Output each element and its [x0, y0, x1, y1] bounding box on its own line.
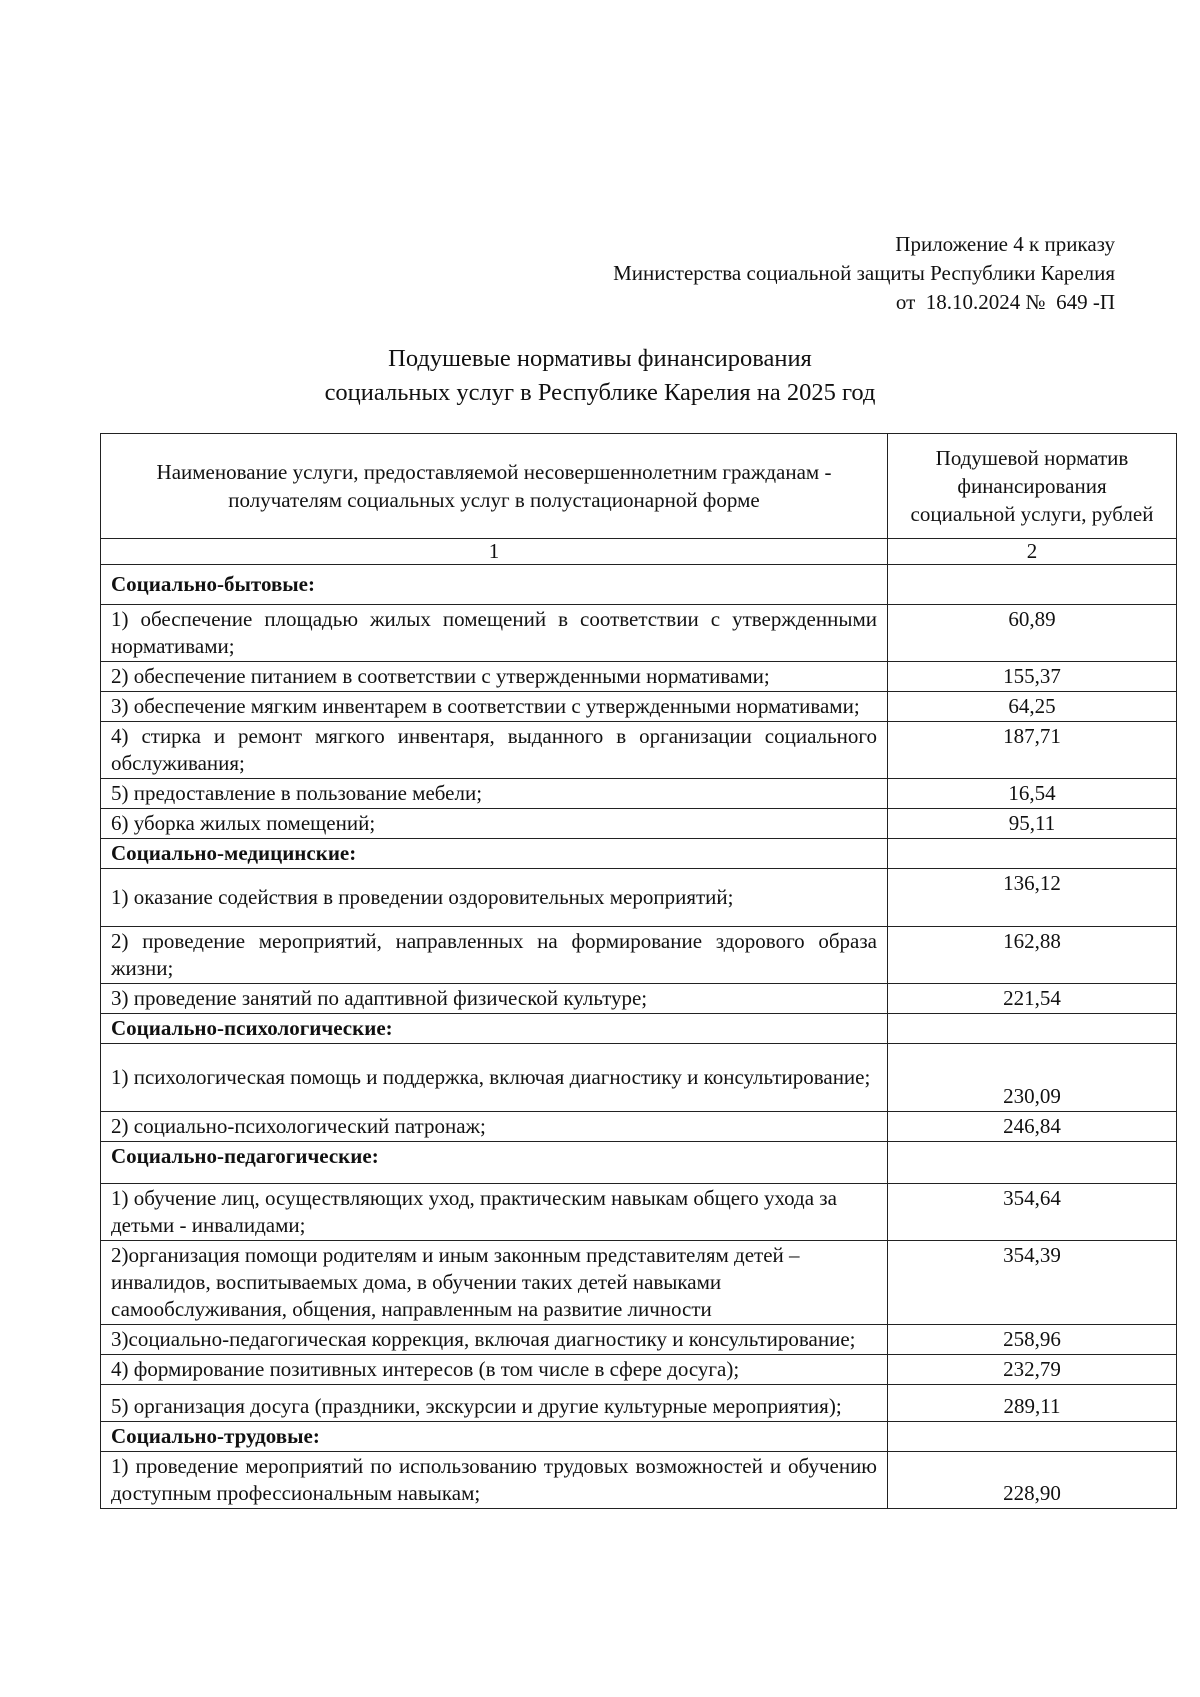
section-header-row: [101, 1422, 1177, 1452]
service-value: 155,37: [888, 662, 1177, 692]
service-value: 95,11: [888, 809, 1177, 839]
table-row: [101, 662, 1177, 692]
service-name: 3) проведение занятий по адаптивной физической культуре;: [101, 984, 888, 1014]
service-name: 1) оказание содействия в проведении оздоровительных мероприятий;: [101, 869, 888, 927]
table-row: [101, 692, 1177, 722]
table-row: [101, 1241, 1177, 1325]
table-row: [101, 605, 1177, 662]
column-number-row: [101, 539, 1177, 565]
service-name: 1) проведение мероприятий по использованию трудовых возможностей и обучению доступным профессиональным навыкам;: [101, 1452, 888, 1509]
section-header-row: [101, 565, 1177, 605]
table-row: [101, 809, 1177, 839]
table-row: [101, 1044, 1177, 1112]
service-name: 5) организация досуга (праздники, экскурсии и другие культурные мероприятия);: [101, 1385, 888, 1422]
title-line-2: социальных услуг в Республике Карелия на 2025 год: [324, 379, 876, 406]
service-value: 354,64: [888, 1184, 1177, 1241]
service-name: 2)организация помощи родителям и иным законным представителям детей – инвалидов, воспитываемых дома, в обучении таких детей навыками самообслуживания, общения, направленным на развитие личности: [101, 1241, 888, 1325]
service-name: 4) стирка и ремонт мягкого инвентаря, выданного в организации социального обслуживания;: [101, 722, 888, 779]
service-name: 4) формирование позитивных интересов (в том числе в сфере досуга);: [101, 1355, 888, 1385]
service-value: 187,71: [888, 722, 1177, 779]
table-row: [101, 869, 1177, 927]
header-norm-value: Подушевой норматив финансирования социальной услуги, рублей: [888, 434, 1177, 539]
section-header-row: [101, 1014, 1177, 1044]
table-row: [101, 1112, 1177, 1142]
service-value: 60,89: [888, 605, 1177, 662]
section-title: Социально-бытовые:: [101, 565, 888, 605]
service-value: 354,39: [888, 1241, 1177, 1325]
service-name: 2) обеспечение питанием в соответствии с утвержденными нормативами;: [101, 662, 888, 692]
table-row: [101, 1355, 1177, 1385]
table-row: [101, 1452, 1177, 1509]
column-number-1: 1: [101, 539, 888, 565]
service-value: 230,09: [888, 1044, 1177, 1112]
service-value: 162,88: [888, 927, 1177, 984]
service-name: 3)социально-педагогическая коррекция, включая диагностику и консультирование;: [101, 1325, 888, 1355]
service-name: 5) предоставление в пользование мебели;: [101, 779, 888, 809]
service-name: 2) проведение мероприятий, направленных на формирование здорового образа жизни;: [101, 927, 888, 984]
service-name: 3) обеспечение мягким инвентарем в соответствии с утвержденными нормативами;: [101, 692, 888, 722]
service-name: 1) обучение лиц, осуществляющих уход, практическим навыкам общего ухода за детьми - инвалидами;: [101, 1184, 888, 1241]
service-name: 2) социально-психологический патронаж;: [101, 1112, 888, 1142]
service-value: 136,12: [888, 869, 1177, 927]
section-title: Социально-медицинские:: [101, 839, 888, 869]
service-value: 64,25: [888, 692, 1177, 722]
table-row: [101, 927, 1177, 984]
appendix-header: [500, 230, 1115, 317]
service-name: 1) психологическая помощь и поддержка, включая диагностику и консультирование;: [101, 1044, 888, 1112]
appendix-line-3: от 18.10.2024 № 649 -П: [895, 290, 1115, 314]
service-value: 228,90: [888, 1452, 1177, 1509]
table-header-row: [101, 434, 1177, 539]
section-title: Социально-педагогические:: [101, 1142, 888, 1184]
table-row: [101, 1184, 1177, 1241]
service-value: 16,54: [888, 779, 1177, 809]
section-title: Социально-психологические:: [101, 1014, 888, 1044]
table-row: [101, 1325, 1177, 1355]
header-service-name: Наименование услуги, предоставляемой несовершеннолетним гражданам - получателям социальных услуг в полустационарной форме: [101, 434, 888, 539]
document-title: [100, 342, 1100, 410]
service-value: 258,96: [888, 1325, 1177, 1355]
table-row: [101, 1385, 1177, 1422]
service-value: 289,11: [888, 1385, 1177, 1422]
service-name: 1) обеспечение площадью жилых помещений в соответствии с утвержденными нормативами;: [101, 605, 888, 662]
section-header-row: [101, 839, 1177, 869]
appendix-line-2: Министерства социальной защиты Республики Карелия: [613, 261, 1115, 285]
column-number-2: 2: [888, 539, 1177, 565]
norms-table: [100, 433, 1177, 1509]
service-value: 232,79: [888, 1355, 1177, 1385]
appendix-line-1: Приложение 4 к приказу: [895, 232, 1115, 256]
table-row: [101, 779, 1177, 809]
section-header-row: [101, 1142, 1177, 1184]
title-line-1: Подушевые нормативы финансирования: [388, 345, 812, 372]
service-value: 221,54: [888, 984, 1177, 1014]
service-name: 6) уборка жилых помещений;: [101, 809, 888, 839]
table-row: [101, 722, 1177, 779]
section-title: Социально-трудовые:: [101, 1422, 888, 1452]
service-value: 246,84: [888, 1112, 1177, 1142]
table-row: [101, 984, 1177, 1014]
